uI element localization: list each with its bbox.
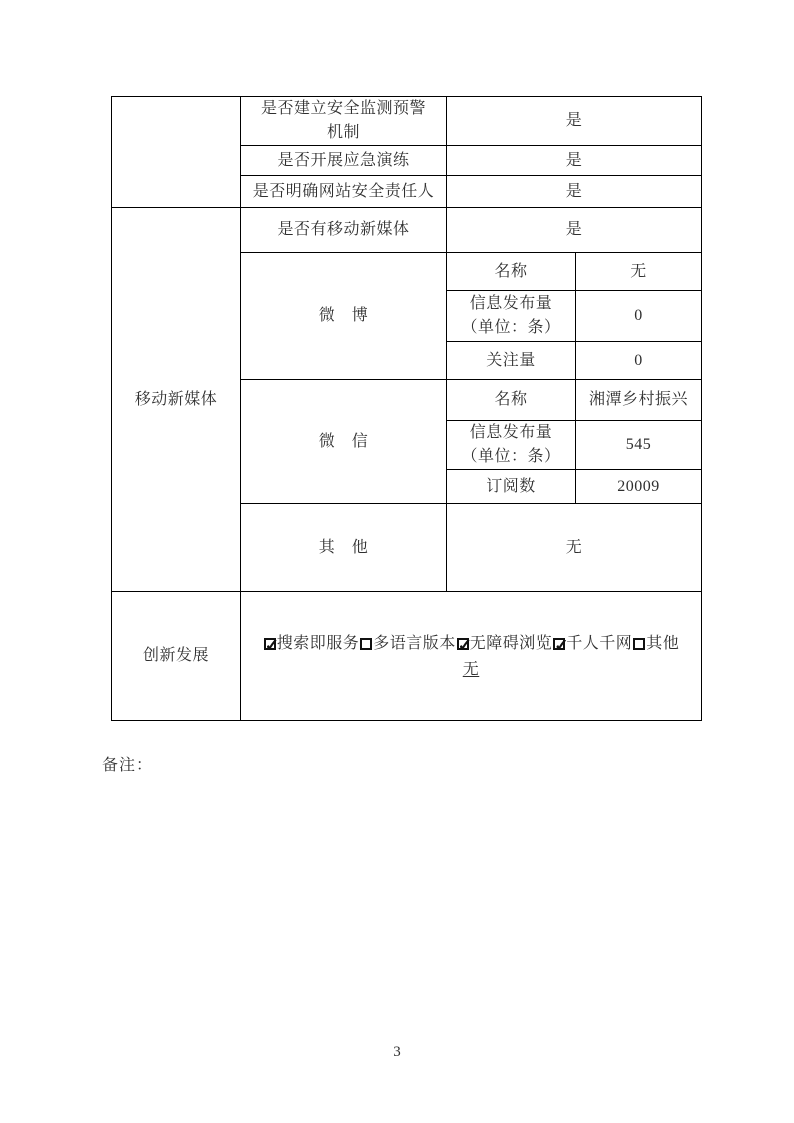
posts-label-line: （单位：条）	[461, 448, 561, 465]
other-media-value: 无	[447, 504, 702, 592]
wechat-subscribers-label: 订阅数	[447, 470, 576, 504]
innovation-options	[245, 630, 697, 657]
weibo-posts-label	[447, 291, 576, 342]
answer-security-responsible-person: 是	[447, 176, 702, 208]
innovation-option-label: 多语言版本	[373, 635, 456, 652]
posts-label-line: 信息发布量	[469, 424, 553, 441]
wechat-name-value: 湘潭乡村振兴	[576, 380, 702, 421]
question-security-responsible-person: 是否明确网站安全责任人	[241, 176, 447, 208]
question-has-mobile-media: 是否有移动新媒体	[241, 208, 447, 253]
question-label: 是否建立安全监测预警	[260, 100, 426, 117]
innovation-other-line	[245, 658, 697, 682]
innovation-option-label: 千人千网	[566, 635, 633, 652]
answer-has-mobile-media: 是	[447, 208, 702, 253]
weibo-posts-value: 0	[576, 291, 702, 342]
weibo-name-value: 无	[576, 253, 702, 291]
section-cell-mobile-media: 移动新媒体	[112, 208, 241, 592]
innovation-content-cell	[241, 592, 702, 721]
innovation-option-label: 搜索即服务	[276, 635, 360, 652]
posts-label-line: 信息发布量	[469, 295, 553, 312]
innovation-option-label: 无障碍浏览	[469, 635, 553, 652]
wechat-label-cell: 微 信	[241, 380, 447, 504]
weibo-name-label: 名称	[447, 253, 576, 291]
notes-label: 备注：	[102, 757, 154, 774]
checkbox-unchecked-icon[interactable]	[633, 638, 645, 650]
question-security-monitoring	[241, 97, 447, 146]
innovation-option-label: 其他	[646, 635, 680, 652]
posts-label-line: （单位：条）	[461, 319, 561, 336]
section-cell-empty	[112, 97, 241, 208]
report-table	[111, 96, 702, 721]
wechat-subscribers-value: 20009	[576, 470, 702, 504]
answer-security-monitoring: 是	[447, 97, 702, 146]
checkbox-unchecked-icon[interactable]	[360, 638, 372, 650]
checkbox-checked-icon[interactable]	[264, 638, 276, 650]
wechat-name-label: 名称	[447, 380, 576, 421]
weibo-label-cell: 微 博	[241, 253, 447, 380]
answer-emergency-drill: 是	[447, 146, 702, 176]
wechat-posts-label	[447, 421, 576, 470]
weibo-followers-value: 0	[576, 342, 702, 380]
weibo-followers-label: 关注量	[447, 342, 576, 380]
other-media-label: 其 他	[241, 504, 447, 592]
page-number: 3	[393, 1044, 401, 1060]
innovation-other-value: 无	[462, 661, 480, 678]
checkbox-checked-icon[interactable]	[553, 638, 565, 650]
wechat-posts-value: 545	[576, 421, 702, 470]
checkbox-checked-icon[interactable]	[457, 638, 469, 650]
question-emergency-drill: 是否开展应急演练	[241, 146, 447, 176]
section-cell-innovation: 创新发展	[112, 592, 241, 721]
question-label: 机制	[326, 124, 360, 141]
